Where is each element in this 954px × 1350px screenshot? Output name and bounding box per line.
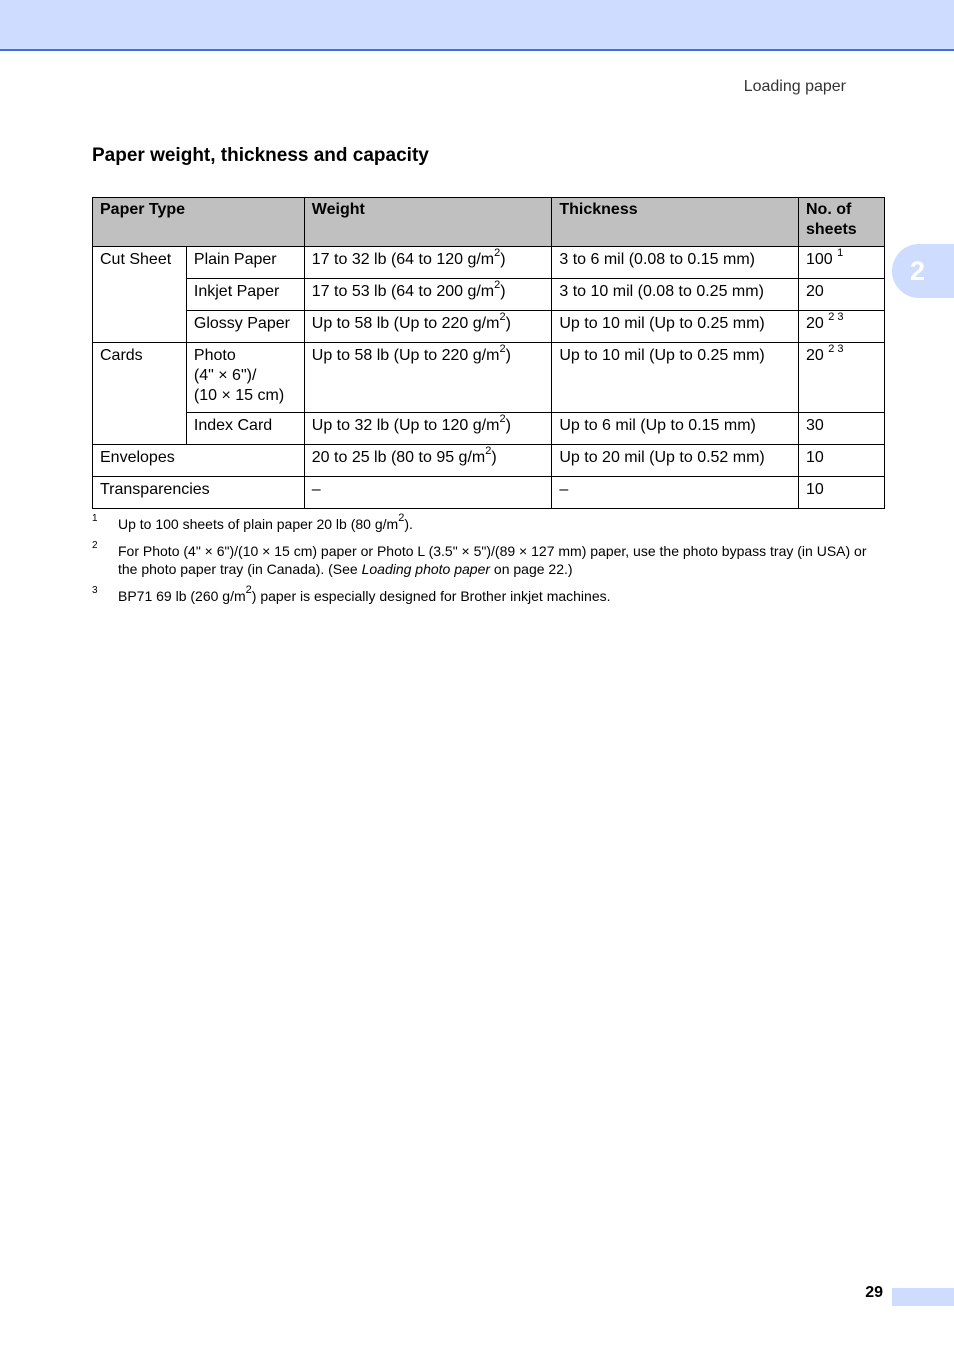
type-cell: Inkjet Paper	[186, 279, 304, 311]
weight-cell: Up to 32 lb (Up to 120 $g/m^2$)	[304, 413, 552, 445]
table-row	[93, 279, 885, 311]
weight-cell: Up to 58 lb (Up to 220 $g/m^2$)	[304, 311, 552, 343]
footnotes	[92, 512, 885, 614]
thickness-cell: Up to 10 mil (Up to 0.25 mm)	[552, 311, 799, 343]
group-cards: Cards	[93, 343, 187, 445]
sheets-cell: 30	[799, 413, 885, 445]
weight-cell: 17 to 53 lb (64 to 200 $g/m^2$)	[304, 279, 552, 311]
type-cell: Index Card	[186, 413, 304, 445]
running-head: Loading paper	[743, 78, 846, 95]
thickness-cell: 3 to 6 mil (0.08 to 0.15 mm)	[552, 247, 799, 279]
footnote-number: 2	[92, 540, 98, 551]
table-row	[93, 311, 885, 343]
weight-cell: 20 to 25 lb (80 to 95 $g/m^2$)	[304, 445, 552, 477]
thickness-cell: –	[552, 477, 799, 509]
chapter-tab: 2	[892, 244, 954, 298]
thickness-cell: Up to 10 mil (Up to 0.25 mm)	[552, 343, 799, 413]
type-cell: Plain Paper	[186, 247, 304, 279]
page-number: 29	[865, 1284, 883, 1301]
sheets-cell: 20 $^{2 3}$	[799, 343, 885, 413]
table-row	[93, 247, 885, 279]
sheets-cell: 20 $^{2 3}$	[799, 311, 885, 343]
footnote-number: 3	[92, 585, 98, 596]
sheets-cell: 10	[799, 477, 885, 509]
header-paper-type: Paper Type	[93, 198, 305, 247]
footnote-1: 1 Up to 100 sheets of plain paper 20 lb (80 $g/m^2$).	[92, 515, 885, 533]
footnote-3: 3 BP71 69 lb (260 $g/m^2$) paper is especially designed for Brother inkjet machines.	[92, 587, 885, 605]
thickness-cell: Up to 20 mil (Up to 0.52 mm)	[552, 445, 799, 477]
header-weight: Weight	[304, 198, 552, 247]
group-envelopes: Envelopes	[93, 445, 305, 477]
header-thickness: Thickness	[552, 198, 799, 247]
table-row	[93, 477, 885, 509]
paper-spec-table	[92, 197, 885, 509]
weight-cell: 17 to 32 lb (64 to 120 $g/m^2$)	[304, 247, 552, 279]
header-sheets: No. of sheets	[799, 198, 885, 247]
type-cell: Glossy Paper	[186, 311, 304, 343]
header-band	[0, 0, 954, 51]
footer-band	[892, 1288, 954, 1306]
thickness-cell: Up to 6 mil (Up to 0.15 mm)	[552, 413, 799, 445]
sheets-cell: 100 $^1$	[799, 247, 885, 279]
weight-cell: Up to 58 lb (Up to 220 $g/m^2$)	[304, 343, 552, 413]
group-cut-sheet: Cut Sheet	[93, 247, 187, 343]
type-cell: Photo (4" × 6")/ (10 × 15 cm)	[186, 343, 304, 413]
table-row	[93, 343, 885, 413]
sheets-cell: 20	[799, 279, 885, 311]
table-row	[93, 413, 885, 445]
table-header-row	[93, 198, 885, 247]
thickness-cell: 3 to 10 mil (0.08 to 0.25 mm)	[552, 279, 799, 311]
footnote-2: 2 For Photo (4" × 6")/(10 × 15 cm) paper or Photo L (3.5" × 5")/(89 × 127 mm) paper, use the photo bypass tray (in USA) or the photo paper tray (in Canada). (See Loading photo paper on page 22.)	[92, 542, 885, 578]
weight-cell: –	[304, 477, 552, 509]
cross-reference-link: Loading photo paper	[361, 561, 491, 577]
table-row	[93, 445, 885, 477]
group-transparencies: Transparencies	[93, 477, 305, 509]
footnote-number: 1	[92, 513, 98, 524]
sheets-cell: 10	[799, 445, 885, 477]
section-title: Paper weight, thickness and capacity	[92, 145, 429, 166]
